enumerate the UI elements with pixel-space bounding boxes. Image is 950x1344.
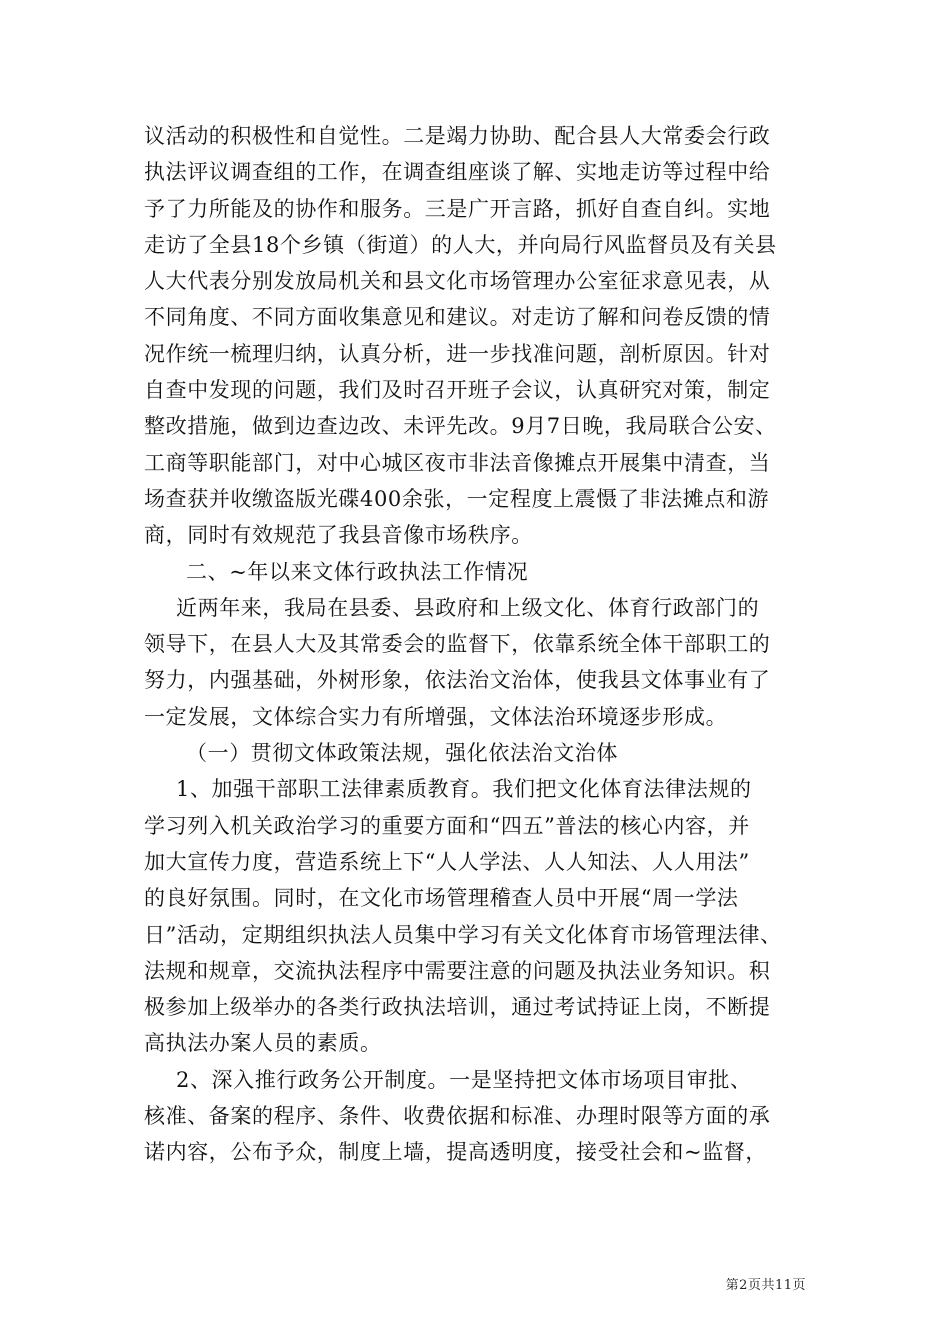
section-heading: 二、~年以来文体行政执法工作情况 <box>186 559 529 584</box>
text-line: 诺内容，公布予众，制度上墙，提高透明度，接受社会和~监督， <box>144 1140 767 1165</box>
text-line: 极参加上级举办的各类行政执法培训，通过考试持证上岗，不断提 <box>144 995 771 1020</box>
text-line: 执法评议调查组的工作，在调查组座谈了解、实地走访等过程中给 <box>144 160 771 185</box>
subsection-heading: （一）贯彻文体政策法规，强化依法治文治体 <box>186 741 618 766</box>
text-line: 努力，内强基础，外树形象，依法治文治体，使我县文体事业有了 <box>144 668 771 693</box>
text-line: 况作统一梳理归纳，认真分析，进一步找准问题，剖析原因。针对 <box>144 341 771 366</box>
text-line: 走访了全县18个乡镇（街道）的人大，并向局行风监督员及有关县 <box>144 232 777 257</box>
text-line: 核准、备案的程序、条件、收费依据和标准、办理时限等方面的承 <box>144 1104 771 1129</box>
text-line: 整改措施，做到边查边改、未评先改。9月7日晚，我局联合公安、 <box>144 414 777 439</box>
text-line: 场查获并收缴盗版光碟400余张，一定程度上震慑了非法摊点和游 <box>144 486 770 511</box>
text-line: 议活动的积极性和自觉性。二是竭力协助、配合县人大常委会行政 <box>144 124 771 148</box>
text-line: 一定发展，文体综合实力有所增强，文体法治环境逐步形成。 <box>144 704 728 729</box>
text-line: 工商等职能部门，对中心城区夜市非法音像摊点开展集中清查，当 <box>144 450 771 475</box>
text-line: 近两年来，我局在县委、县政府和上级文化、体育行政部门的 <box>176 595 760 620</box>
text-line: 商，同时有效规范了我县音像市场秩序。 <box>144 523 533 548</box>
text-line: 自查中发现的问题，我们及时召开班子会议，认真研究对策，制定 <box>144 378 771 403</box>
text-line: 2、深入推行政务公开制度。一是坚持把文体市场项目审批、 <box>176 1067 752 1092</box>
text-line: 学习列入机关政治学习的重要方面和“四五”普法的核心内容，并 <box>144 813 750 838</box>
text-line: 法规和规章，交流执法程序中需要注意的问题及执法业务知识。积 <box>144 958 771 983</box>
text-line: 人大代表分别发放局机关和县文化市场管理办公室征求意见表，从 <box>144 269 771 294</box>
page-number: 第2页共11页 <box>725 1278 806 1293</box>
document-body <box>144 118 822 1171</box>
text-line: 加大宣传力度，营造系统上下“人人学法、人人知法、人人用法” <box>144 849 750 874</box>
text-line: 高执法办案人员的素质。 <box>144 1031 382 1056</box>
text-line: 的良好氛围。同时，在文化市场管理稽查人员中开展“周一学法 <box>144 886 739 911</box>
text-line: 领导下，在县人大及其常委会的监督下，依靠系统全体干部职工的 <box>144 632 771 657</box>
text-line: 1、加强干部职工法律素质教育。我们把文化体育法律法规的 <box>176 777 752 802</box>
text-line: 日”活动，定期组织执法人员集中学习有关文化体育市场管理法律、 <box>144 922 782 947</box>
text-line: 不同角度、不同方面收集意见和建议。对走访了解和问卷反馈的情 <box>144 305 771 330</box>
text-line: 予了力所能及的协作和服务。三是广开言路，抓好自查自纠。实地 <box>144 196 771 221</box>
